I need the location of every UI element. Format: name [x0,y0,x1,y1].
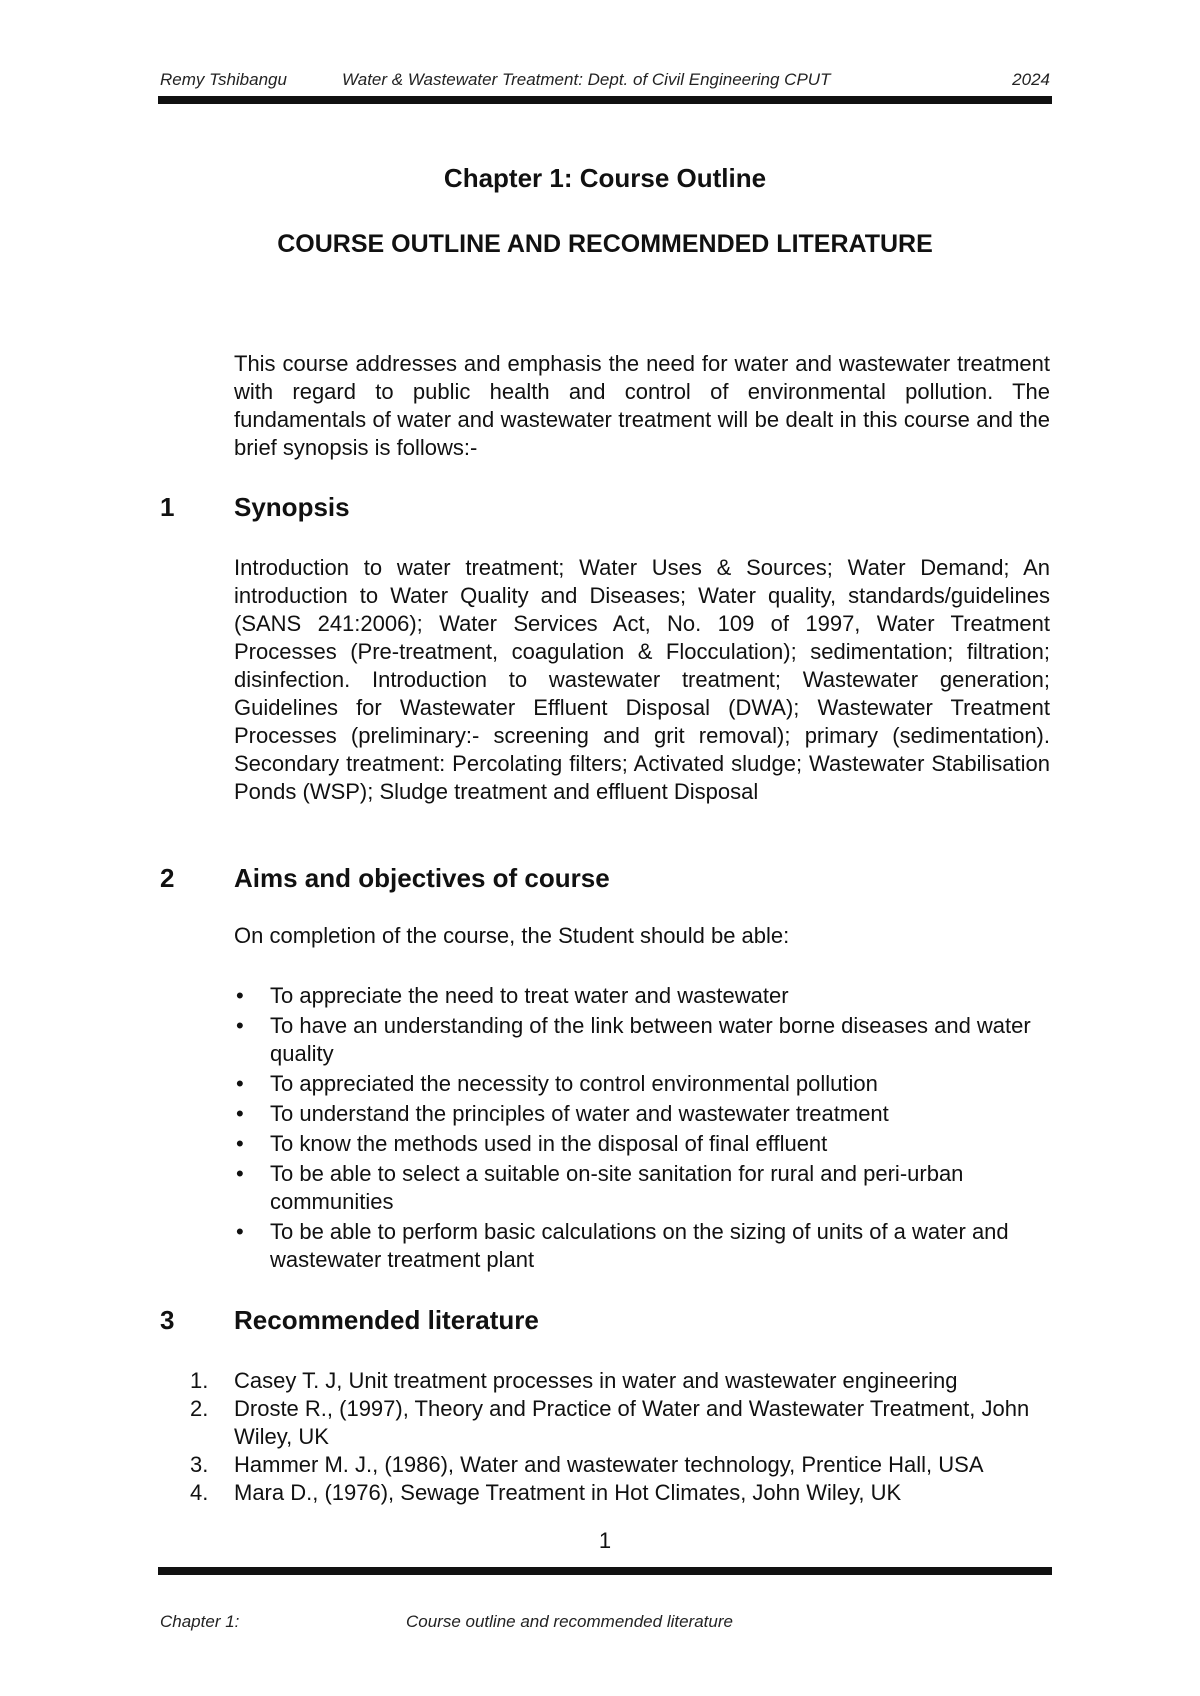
list-item: • To have an understanding of the link between water borne diseases and water quality [234,1012,1064,1068]
reference-text: Hammer M. J., (1986), Water and wastewater technology, Prentice Hall, USA [234,1452,984,1477]
reference-text: Droste R., (1997), Theory and Practice of Water and Wastewater Treatment, John Wiley, UK [234,1396,1030,1449]
list-item: • To appreciated the necessity to control environmental pollution [234,1070,1064,1098]
heading-text: Synopsis [234,492,350,522]
list-item: • To understand the principles of water and wastewater treatment [234,1100,1064,1128]
page-number: 1 [598,1528,612,1553]
intro-paragraph: This course addresses and emphasis the need for water and wastewater treatment with regard to public health and control of environmental pollution. The fundamentals of water and wastewater treatment will be dealt in this course and the brief synopsis is follows:- [234,351,1050,460]
list-item [190,1451,1050,1479]
list-item: • To be able to select a suitable on-site sanitation for rural and peri-urban communities [234,1160,1064,1216]
reference-text: Casey T. J, Unit treatment processes in water and wastewater engineering [234,1368,958,1393]
heading-text: Aims and objectives of course [234,863,610,893]
list-item: • To be able to perform basic calculations on the sizing of units of a water and wastewater treatment plant [234,1218,1064,1274]
list-item [190,1367,1050,1395]
list-item: • To appreciate the need to treat water and wastewater [234,982,1064,1010]
footer-chapter: Chapter 1: [160,1612,240,1631]
reference-number: 4. [190,1480,209,1505]
header-year: 2024 [1012,70,1050,89]
chapter-title: Chapter 1: Course Outline [443,163,767,193]
header-author: Remy Tshibangu [160,70,287,89]
list-item: • To know the methods used in the disposal of final effluent [234,1130,1064,1158]
footer-title: Course outline and recommended literature [406,1612,733,1631]
reference-text: Mara D., (1976), Sewage Treatment in Hot Climates, John Wiley, UK [234,1480,902,1505]
list-item [190,1479,1050,1507]
synopsis-paragraph: Introduction to water treatment; Water Uses & Sources; Water Demand; An introduction to Water Quality and Diseases; Water quality, standards/guidelines (SANS 241:2006); Water Services Act, No. 109 of 1997, Water Treatment Processes (Pre-treatment, coagulation & Flocculation); sedimentation; filtration; disinfection. Introduction to wastewater treatment; Wastewater generation; Guidelines for Wastewater Effluent Disposal (DWA); Wastewater Treatment Processes (preliminary:- screening and grit removal); primary (sedimentation). Secondary treatment: Percolating filters; Activated sludge; Wastewater Stabilisation Ponds (WSP); Sludge treatment and effluent Disposal [234,555,1050,804]
header-course: Water & Wastewater Treatment: Dept. of Civil Engineering CPUT [342,70,831,89]
list-item [190,1395,1050,1451]
heading-aims [160,863,610,894]
reference-number: 1. [190,1368,209,1393]
header-rule [158,96,1052,104]
section-title: COURSE OUTLINE AND RECOMMENDED LITERATURE [277,230,933,258]
reference-number: 2. [190,1396,209,1421]
reference-number: 3. [190,1452,209,1477]
aims-lead: On completion of the course, the Student should be able: [234,923,790,948]
heading-text: Recommended literature [234,1305,539,1335]
objectives-list [234,982,1064,1276]
heading-literature [160,1305,539,1336]
literature-list [190,1367,1050,1507]
heading-number: 1 [160,492,175,522]
heading-synopsis [160,492,350,523]
footer-rule [158,1567,1052,1575]
heading-number: 2 [160,863,175,893]
heading-number: 3 [160,1305,175,1335]
